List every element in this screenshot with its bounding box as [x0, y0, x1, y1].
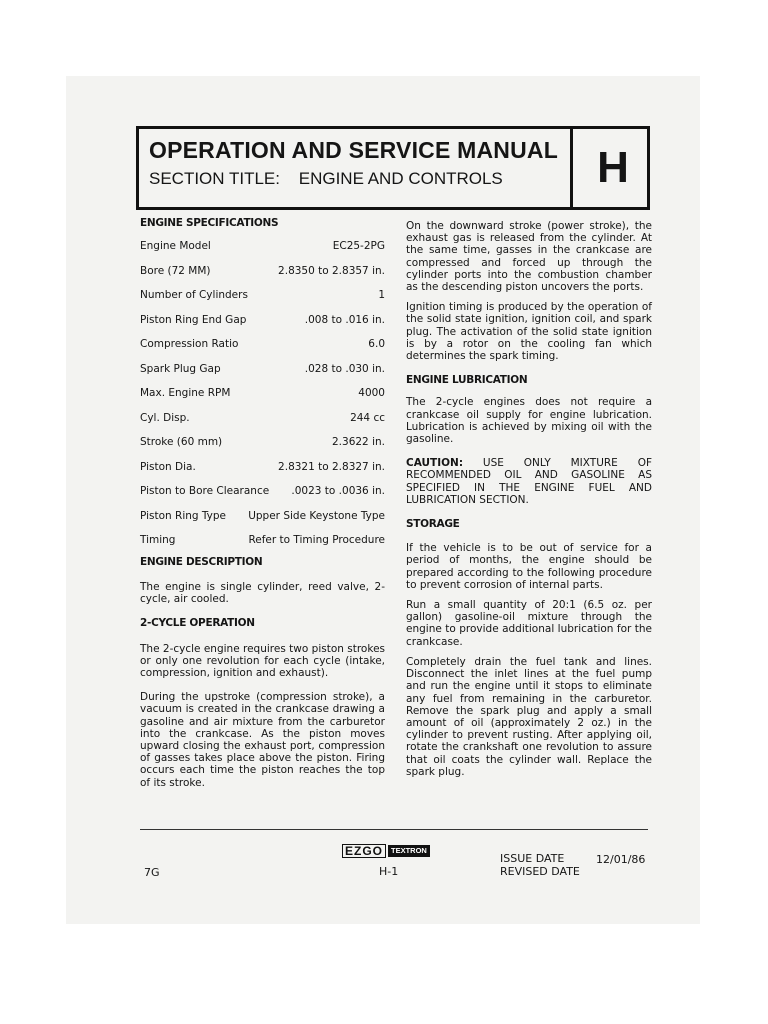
spec-label: Compression Ratio — [140, 338, 239, 351]
issue-date-value: 12/01/86 — [596, 853, 646, 866]
spec-row — [140, 363, 385, 388]
caution-text: USE ONLY MIXTURE OF RECOMMENDED OIL AND GASOLINE AS SPECIFIED IN THE ENGINE FUEL AND LUBRICATION SECTION. — [406, 457, 652, 506]
engine-description-heading: ENGINE DESCRIPTION — [140, 555, 263, 568]
lubrication-heading: ENGINE LUBRICATION — [406, 374, 528, 387]
spec-value: 2.8350 to 2.8357 in. — [278, 264, 385, 277]
section-letter: H — [570, 126, 653, 210]
right-column — [406, 220, 652, 778]
spec-value: 2.3622 in. — [332, 436, 385, 449]
section-title-line — [149, 169, 503, 189]
spec-row — [140, 461, 385, 486]
header-box — [136, 126, 650, 210]
footer-code: 7G — [144, 866, 160, 879]
logo-brand: EZGO — [342, 844, 386, 858]
spec-value: 2.8321 to 2.8327 in. — [278, 460, 385, 473]
spec-row — [140, 387, 385, 412]
two-cycle-heading: 2-CYCLE OPERATION — [140, 617, 255, 630]
spec-label: Engine Model — [140, 240, 211, 253]
spec-row — [140, 510, 385, 535]
spec-value: EC25-2PG — [332, 240, 385, 253]
spec-value: 1 — [378, 289, 385, 302]
caution-paragraph — [406, 457, 652, 506]
section-title-label: SECTION TITLE: — [149, 169, 280, 188]
caution-label: CAUTION: — [406, 457, 464, 470]
spec-row — [140, 412, 385, 437]
spec-label: Cyl. Disp. — [140, 411, 190, 424]
manual-title: OPERATION AND SERVICE MANUAL — [149, 137, 558, 163]
ezgo-textron-logo — [342, 844, 430, 858]
left-column — [140, 217, 385, 789]
ignition-paragraph: Ignition timing is produced by the operation of the solid state ignition, ignition coil, and spark plug. The activation of the solid state ignition is by a rotor on the cooling fan which determines the spark timing. — [406, 301, 652, 363]
spec-value: .0023 to .0036 in. — [291, 485, 385, 498]
page-number: H-1 — [379, 865, 399, 878]
spec-label: Timing — [140, 534, 176, 547]
spec-row — [140, 485, 385, 510]
spec-value: 6.0 — [368, 338, 385, 351]
spec-value: 4000 — [358, 387, 385, 400]
specs-heading: ENGINE SPECIFICATIONS — [140, 217, 279, 229]
spec-label: Spark Plug Gap — [140, 362, 221, 375]
spec-value: Refer to Timing Procedure — [248, 534, 385, 547]
footer-rule — [140, 829, 648, 830]
power-stroke-paragraph: On the downward stroke (power stroke), the exhaust gas is released from the cylinder. At the same time, gasses in the crankcase are compressed and forced up through the cylinder ports into the combustion chamber as the descending piston uncovers the ports. — [406, 220, 652, 294]
spec-value: Upper Side Keystone Type — [248, 509, 385, 522]
spec-label: Number of Cylinders — [140, 289, 248, 302]
logo-company: TEXTRON — [388, 845, 430, 857]
spec-row — [140, 289, 385, 314]
spec-row — [140, 265, 385, 290]
spec-row — [140, 436, 385, 461]
spec-row — [140, 314, 385, 339]
storage-paragraph-2: Run a small quantity of 20:1 (6.5 oz. per gallon) gasoline-oil mixture through the engine to provide additional lubrication for the crankcase. — [406, 599, 652, 648]
two-cycle-p1: The 2-cycle engine requires two piston strokes or only one revolution for each cycle (intake, compression, ignition and exhaust). — [140, 642, 385, 679]
issue-date-label: ISSUE DATE — [500, 852, 565, 865]
storage-paragraph-3: Completely drain the fuel tank and lines. Disconnect the inlet lines at the fuel pump and run the engine until it stops to eliminate any fuel from remaining in the carburetor. Remove the spark plug and apply a small amount of oil (approximately 2 oz.) in the cylinder to prevent rusting. After applying oil, rotate the crankshaft one revolution to assure that oil coats the cylinder wall. Replace the spark plug. — [406, 655, 652, 778]
spec-label: Stroke (60 mm) — [140, 436, 223, 449]
spec-label: Piston to Bore Clearance — [140, 485, 270, 498]
engine-description-text: The engine is single cylinder, reed valve, 2-cycle, air cooled. — [140, 580, 385, 606]
spec-label: Piston Ring End Gap — [140, 313, 247, 326]
section-title-value: ENGINE AND CONTROLS — [298, 169, 503, 188]
two-cycle-p2: During the upstroke (compression stroke), a vacuum is created in the crankcase drawing a gasoline and air mixture from the carburetor into the crankcase. As the piston moves upward closing the exhaust port, compression of gasses takes place above the piston. Firing occurs each time the piston reaches the top of its stroke. — [140, 691, 385, 789]
spec-row — [140, 338, 385, 363]
revised-date-label: REVISED DATE — [500, 864, 580, 878]
spec-label: Piston Dia. — [140, 460, 196, 473]
storage-heading: STORAGE — [406, 518, 460, 531]
lubrication-paragraph: The 2-cycle engines does not require a crankcase oil supply for engine lubrication. Lubrication is achieved by mixing oil with the gasoline. — [406, 396, 652, 446]
spec-value: .028 to .030 in. — [304, 362, 385, 375]
spec-label: Piston Ring Type — [140, 509, 227, 522]
storage-paragraph-1: If the vehicle is to be out of service for a period of months, the engine should be prepared according to the following procedure to prevent corrosion of internal parts. — [406, 542, 652, 591]
spec-value: 244 cc — [350, 411, 385, 424]
spec-row — [140, 240, 385, 265]
footer-date-labels — [500, 853, 580, 878]
spec-label: Max. Engine RPM — [140, 387, 231, 400]
spec-value: .008 to .016 in. — [304, 313, 385, 326]
spec-list — [140, 240, 385, 559]
spec-label: Bore (72 MM) — [140, 264, 211, 277]
